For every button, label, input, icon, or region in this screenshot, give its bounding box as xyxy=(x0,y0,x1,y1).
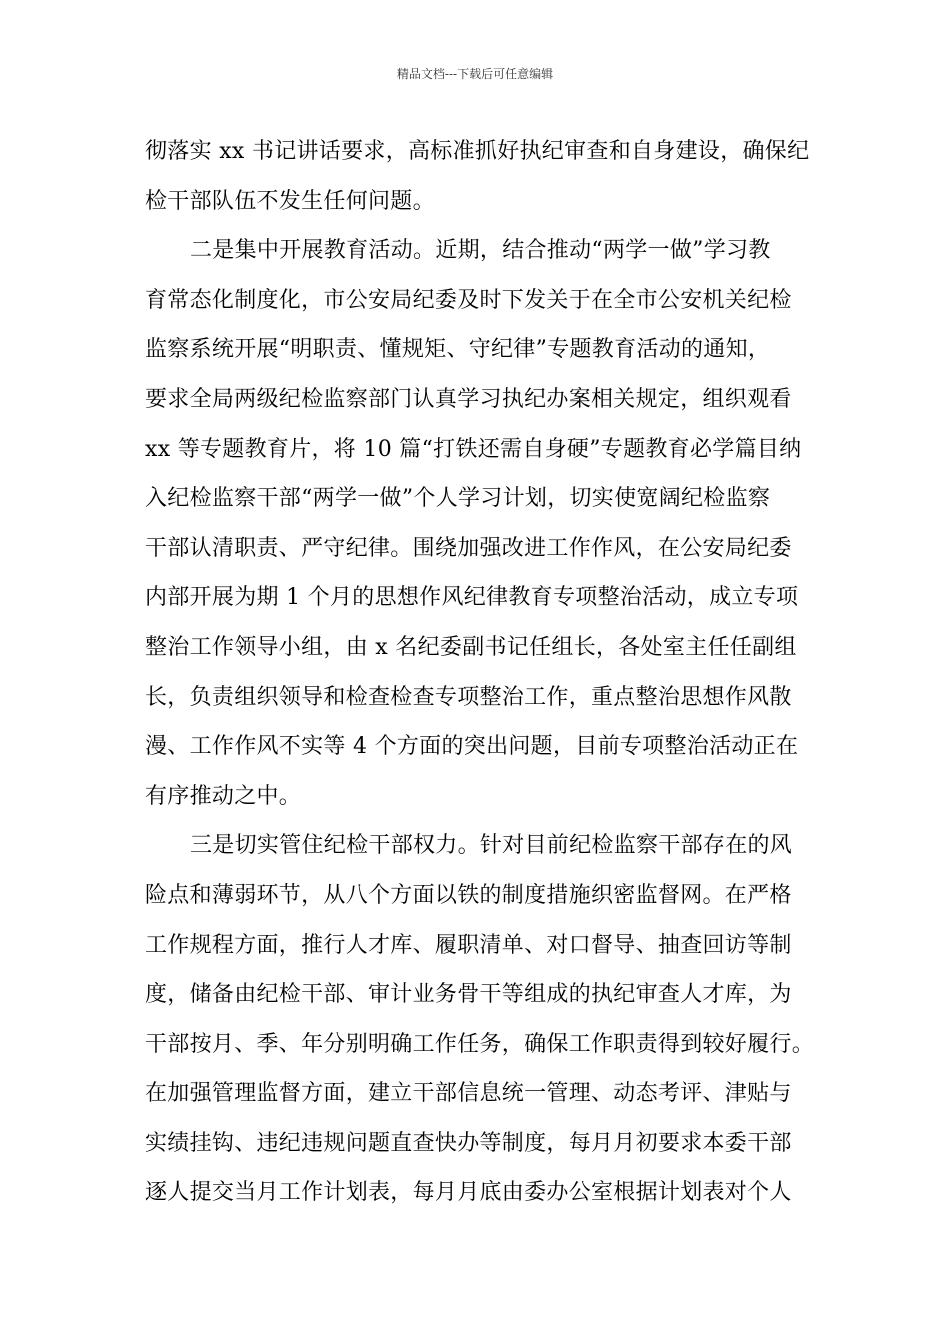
text-line: 育常态化制度化，市公安局纪委及时下发关于在全市公安机关纪检 xyxy=(145,287,792,313)
page-header: 精品文档---下载后可任意编辑 xyxy=(396,67,554,81)
text-line: 彻落实 xx 书记讲话要求，高标准抓好执纪审查和自身建设，确保纪 xyxy=(145,139,810,164)
paragraph-start-line: 二是集中开展教育活动。近期，结合推动“两学一做”学习教 xyxy=(190,238,771,264)
text-line: 度，储备由纪检干部、审计业务骨干等组成的执纪审查人才库，为 xyxy=(145,982,792,1008)
text-line: 逐人提交当月工作计划表，每月月底由委办公室根据计划表对个人 xyxy=(145,1180,792,1206)
text-line: 检干部队伍不发生任何问题。 xyxy=(145,188,435,214)
text-line: 实绩挂钩、违纪违规问题直查快办等制度，每月月初要求本委干部 xyxy=(145,1130,792,1156)
text-line: 监察系统开展“明职责、懂规矩、守纪律”专题教育活动的通知， xyxy=(145,337,771,363)
text-line: 整治工作领导小组，由 x 名纪委副书记任组长，各处室主任任副组 xyxy=(145,634,797,660)
text-line: 内部开展为期 1 个月的思想作风纪律教育专项整治活动，成立专项 xyxy=(145,585,799,611)
text-line: 干部按月、季、年分别明确工作任务，确保工作职责得到较好履行。 xyxy=(145,1031,815,1057)
text-line: 入纪检监察干部“两学一做”个人学习计划，切实使宽阔纪检监察 xyxy=(145,486,771,512)
document-body xyxy=(145,127,815,1218)
text-line: 在加强管理监督方面，建立干部信息统一管理、动态考评、津贴与 xyxy=(145,1081,792,1107)
paragraph-start-line: 三是切实管住纪检干部权力。针对目前纪检监察干部存在的风 xyxy=(190,833,793,859)
text-line: 要求全局两级纪检监察部门认真学习执纪办案相关规定，组织观看 xyxy=(145,386,792,412)
text-line: 长，负责组织领导和检查检查专项整治工作，重点整治思想作风散 xyxy=(145,684,792,710)
text-line: 险点和薄弱环节，从八个方面以铁的制度措施织密监督网。在严格 xyxy=(145,882,792,908)
text-line: 工作规程方面，推行人才库、履职清单、对口督导、抽查回访等制 xyxy=(145,932,792,958)
text-line: xx 等专题教育片，将 10 篇“打铁还需自身硬”专题教育必学篇目纳 xyxy=(145,436,802,462)
text-line: 干部认清职责、严守纪律。围绕加强改进工作作风，在公安局纪委 xyxy=(145,535,792,561)
text-line: 漫、工作作风不实等 4 个方面的突出问题，目前专项整治活动正在 xyxy=(145,734,799,760)
text-line: 有序推动之中。 xyxy=(145,783,302,809)
